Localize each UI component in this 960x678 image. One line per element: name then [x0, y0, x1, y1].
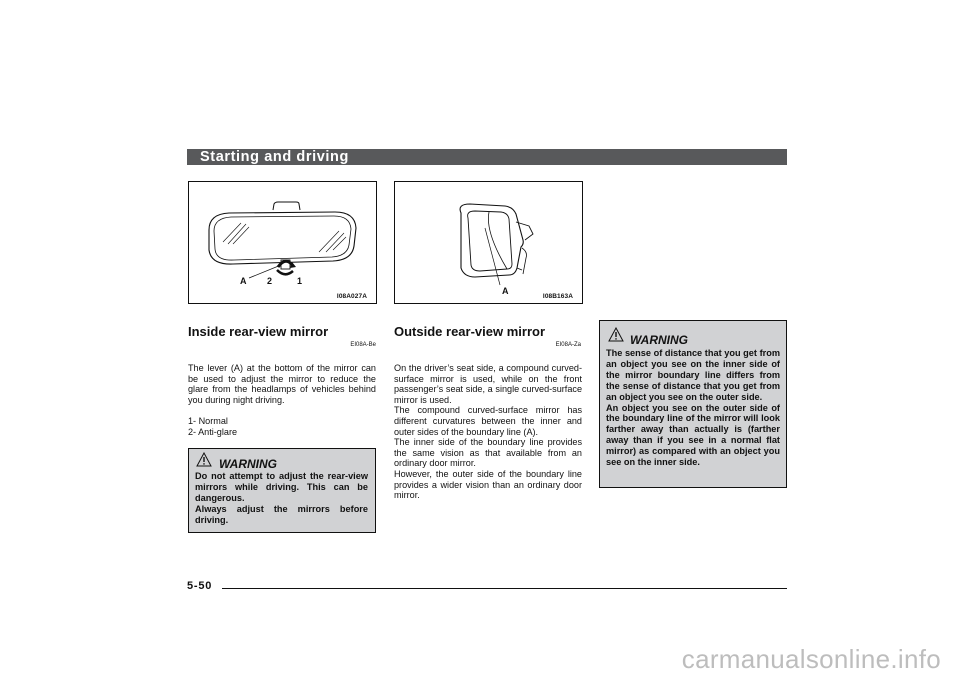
paragraph-text: However, the outer side of the boundary line provides a wider vision than an ordinary door mirror.: [394, 468, 582, 501]
paragraph-text: On the driver’s seat side, a compound curved-surface mirror is used, while on the front passenger’s seat side, a single curved-surface mirror is used.: [394, 363, 582, 405]
paragraph-text: The compound curved-surface mirror has different curvatures between the inner and outer sides of the boundary line (A).: [394, 405, 582, 437]
inside-mirror-title: Inside rear-view mirror: [188, 324, 329, 339]
inside-mirror-code: EI08A-Be: [350, 342, 376, 348]
paragraph-text: The inner side of the boundary line provides the same vision as that available from an ordinary door mirror.: [394, 437, 582, 469]
warning-heading: WARNING: [219, 457, 277, 471]
list-item-anti-glare: 2- Anti-glare: [188, 426, 238, 437]
paragraph-text: The lever (A) at the bottom of the mirror can be used to adjust the mirror to reduce the glare from the headlamps of vehicles behind you during night driving.: [188, 363, 376, 405]
section-header-bar: [187, 149, 787, 165]
outside-mirror-code: EI08A-Za: [555, 342, 581, 348]
section-header-title: Starting and driving: [200, 149, 349, 165]
list-item-normal: 1- Normal: [188, 416, 228, 426]
warning-heading: WARNING: [630, 333, 688, 347]
lever-label-a: A: [240, 276, 247, 286]
figure-code: I08A027A: [336, 293, 367, 300]
outside-mirror-figure: [394, 181, 583, 304]
outside-mirror-illustration: [395, 182, 582, 303]
warning-text: [195, 471, 368, 526]
warning-line: The sense of distance that you get from an object you see on the inner side of the mirror boundary line differs from the sense of distance that you get from an object you see on the outer side.: [606, 348, 780, 402]
warning-line: An object you see on the outer side of the boundary line of the mirror will look farther away than actually is (farther away than if you see in a normal flat mirror) as compared with an object you see on the inner side.: [606, 402, 780, 468]
footer-divider: [222, 588, 787, 589]
warning-box-inside: [188, 448, 376, 533]
figure-code: I08B163A: [542, 293, 573, 300]
warning-line: Always adjust the mirrors before driving.: [195, 503, 368, 525]
inside-mirror-figure: [188, 181, 377, 304]
position-label-2: 2: [267, 276, 273, 286]
position-label-1: 1: [297, 276, 303, 286]
inside-mirror-paragraph: [188, 363, 376, 405]
warning-text: [606, 348, 780, 468]
watermark: carmanualsonline.info: [681, 644, 941, 674]
warning-box-outside: [599, 320, 787, 488]
mirror-position-list: [188, 416, 376, 437]
boundary-label-a: A: [502, 286, 509, 296]
outside-mirror-paragraphs: [394, 363, 582, 501]
warning-line: Do not attempt to adjust the rear-view mirrors while driving. This can be dangerous.: [195, 471, 368, 503]
page-number: 5-50: [187, 580, 213, 592]
inside-mirror-illustration: [189, 182, 376, 303]
warning-triangle-icon: [608, 327, 624, 342]
warning-triangle-icon: [196, 452, 212, 467]
outside-mirror-title: Outside rear-view mirror: [394, 324, 545, 339]
